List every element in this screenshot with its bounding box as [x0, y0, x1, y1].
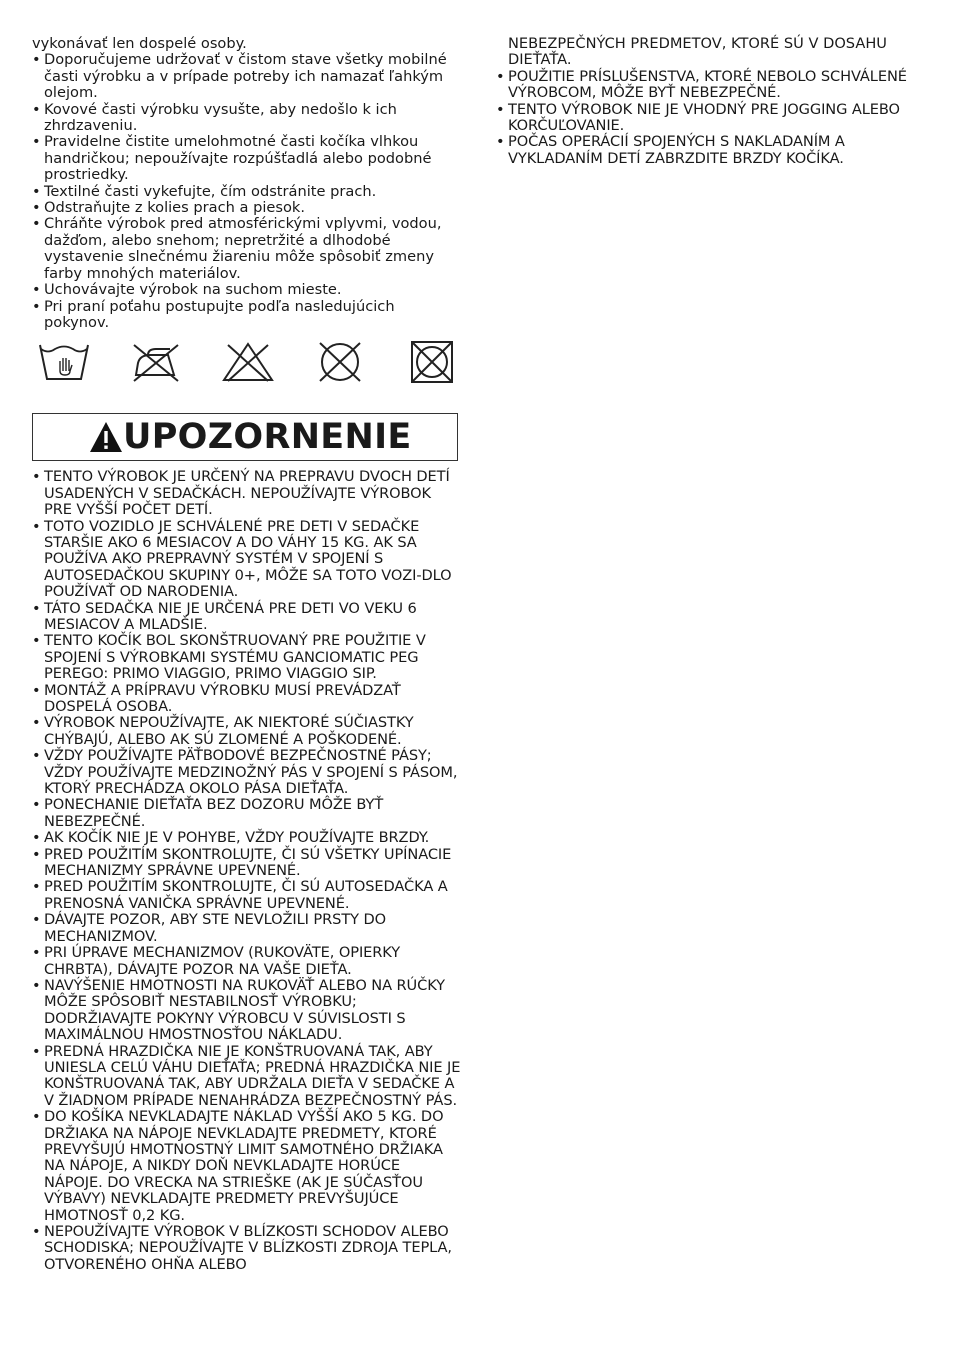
- warning-item: • AK KOČÍK NIE JE V POHYBE, VŽDY POUŽÍVAJTE BRZDY.: [32, 830, 462, 846]
- warning-item: • PRED POUŽITÍM SKONTROLUJTE, ČI SÚ AUTOSEDAČKA A PRENOSNÁ VANIČKA SPRÁVNE UPEVNENÉ.: [32, 879, 462, 912]
- list-item: • Pri praní poťahu postupujte podľa nasledujúcich pokynov.: [32, 299, 462, 332]
- warning-item: • DO KOŠÍKA NEVKLADAJTE NÁKLAD VYŠŠÍ AKO 5 KG. DO DRŽIAKA NA NÁPOJE NEVKLADAJTE PREDMETY, KTORÉ PREVYŠUJÚ HMOTNOSTNÝ LIMIT SAMOTNÉHO DRŽIAKA NA NÁPOJE, A NIKDY DOŇ NEVKLADAJTE HORÚCE NÁPOJE. DO VRECKA NA STRIEŠKE (AK JE SÚČASŤOU VÝBAVY) NEVKLADAJTE PREDMETY PREVYŠUJÚCE HMOTNOSŤ 0,2 KG.: [32, 1109, 462, 1224]
- warning-item: • POUŽITIE PRÍSLUŠENSTVA, KTORÉ NEBOLO SCHVÁLENÉ VÝROBCOM, MÔŽE BYŤ NEBEZPEČNÉ.: [496, 69, 921, 102]
- warning-item: • TENTO KOČÍK BOL SKONŠTRUOVANÝ PRE POUŽITIE V SPOJENÍ S VÝROBKAMI SYSTÉMU GANCIOMATIC PEG PEREGO: PRIMO VIAGGIO, PRIMO VIAGGIO SIP.: [32, 633, 462, 682]
- continued-sentence: vykonávať len dospelé osoby.: [32, 35, 247, 52]
- list-item: • Kovové časti výrobku vysušte, aby nedošlo k ich zhrdzaveniu.: [32, 102, 462, 135]
- warning-item: • TENTO VÝROBOK NIE JE VHODNÝ PRE JOGGING ALEBO KORČUĽOVANIE.: [496, 102, 921, 135]
- list-item: • Chráňte výrobok pred atmosférickými vplyvmi, vodou, dažďom, alebo snehom; nepretržité a dlhodobé vystavenie slnečnému žiareniu môže spôsobiť zmeny farby mnohých materiálov.: [32, 216, 462, 282]
- warning-title: [89, 418, 412, 456]
- warning-item: • PONECHANIE DIEŤAŤA BEZ DOZORU MÔŽE BYŤ NEBEZPEČNÉ.: [32, 797, 462, 830]
- warning-title-text: UPOZORNENIE: [123, 417, 412, 458]
- list-item: • Uchovávajte výrobok na suchom mieste.: [32, 282, 462, 298]
- do-not-iron-icon: [130, 341, 182, 383]
- warning-item: • NEPOUŽÍVAJTE VÝROBOK V BLÍZKOSTI SCHODOV ALEBO SCHODISKA; NEPOUŽÍVAJTE V BLÍZKOSTI ZDROJA TEPLA, OTVORENÉHO OHŇA ALEBO: [32, 1224, 462, 1273]
- warning-item: • PRI ÚPRAVE MECHANIZMOV (RUKOVÄTE, OPIERKY CHRBTA), DÁVAJTE POZOR NA VAŠE DIEŤA.: [32, 945, 462, 978]
- list-item: • Odstraňujte z kolies prach a piesok.: [32, 200, 462, 216]
- care-symbols: [38, 341, 458, 383]
- continued-warning: NEBEZPEČNÝCH PREDMETOV, KTORÉ SÚ V DOSAHU DIEŤAŤA.: [508, 35, 887, 69]
- warning-item: • VÝROBOK NEPOUŽÍVAJTE, AK NIEKTORÉ SÚČIASTKY CHÝBAJÚ, ALEBO AK SÚ ZLOMENÉ A POŠKODENÉ.: [32, 715, 462, 748]
- warning-item: • PRED POUŽITÍM SKONTROLUJTE, ČI SÚ VŠETKY UPÍNACIE MECHANIZMY SPRÁVNE UPEVNENÉ.: [32, 847, 462, 880]
- list-item: • Textilné časti vykefujte, čím odstránite prach.: [32, 184, 462, 200]
- warning-triangle-icon: [89, 421, 123, 453]
- warning-item: • NAVÝŠENIE HMOTNOSTI NA RUKOVÄŤ ALEBO NA RÚČKY MÔŽE SPÔSOBIŤ NESTABILNOSŤ VÝROBKU; DODRŽIAVAJTE POKYNY VÝROBCU V SÚVISLOSTI S MAXIMÁLNOU HMOSTNOSŤOU NÁKLADU.: [32, 978, 462, 1044]
- hand-wash-icon: [38, 341, 90, 383]
- warning-item: • TOTO VOZIDLO JE SCHVÁLENÉ PRE DETI V SEDAČKE STARŠIE AKO 6 MESIACOV A DO VÁHY 15 KG. AK SA POUŽÍVA AKO PREPRAVNÝ SYSTÉM V SPOJENÍ S AUTOSEDAČKOU SKUPINY 0+, MÔŽE SA TOTO VOZI-DLO POUŽÍVAŤ OD NARODENIA.: [32, 519, 462, 601]
- warning-header-box: [32, 413, 458, 461]
- care-instructions-list: [32, 52, 462, 331]
- warning-item: • VŽDY POUŽÍVAJTE PÄŤBODOVÉ BEZPEČNOSTNÉ PÁSY; VŽDY POUŽÍVAJTE MEDZINOŽNÝ PÁS V SPOJENÍ S PÁSOM, KTORÝ PRECHÁDZA OKOLO PÁSA DIEŤAŤA.: [32, 748, 462, 797]
- warning-list: [32, 469, 462, 1273]
- warning-item: • PREDNÁ HRAZDIČKA NIE JE KONŠTRUOVANÁ TAK, ABY UNIESLA CELÚ VÁHU DIEŤAŤA; PREDNÁ HRAZDIČKA NIE JE KONŠTRUOVANÁ TAK, ABY UDRŽALA DIEŤA V SEDAČKE A V ŽIADNOM PRÍPADE NENAHRÁDZA BEZPEČNOSTNÝ PÁS.: [32, 1044, 462, 1110]
- warning-item: • POČAS OPERÁCIÍ SPOJENÝCH S NAKLADANÍM A VYKLADANÍM DETÍ ZABRZDITE BRZDY KOČÍKA.: [496, 134, 921, 167]
- warning-item: • TENTO VÝROBOK JE URČENÝ NA PREPRAVU DVOCH DETÍ USADENÝCH V SEDAČKÁCH. NEPOUŽÍVAJTE VÝROBOK PRE VYŠŠÍ POČET DETÍ.: [32, 469, 462, 518]
- do-not-tumble-dry-icon: [406, 341, 458, 383]
- do-not-dry-clean-icon: [314, 341, 366, 383]
- right-column: [496, 36, 921, 167]
- do-not-bleach-icon: [222, 341, 274, 383]
- left-column: [32, 36, 462, 1273]
- warning-list-continued: [496, 69, 921, 167]
- list-item: • Doporučujeme udržovať v čistom stave všetky mobilné časti výrobku a v prípade potreby ich namazať ľahkým olejom.: [32, 52, 462, 101]
- warning-item: • DÁVAJTE POZOR, ABY STE NEVLOŽILI PRSTY DO MECHANIZMOV.: [32, 912, 462, 945]
- list-item: • Pravidelne čistite umelohmotné časti kočíka vlhkou handričkou; nepoužívajte rozpúšťadlá alebo podobné prostriedky.: [32, 134, 462, 183]
- warning-item: • MONTÁŽ A PRÍPRAVU VÝROBKU MUSÍ PREVÁDZAŤ DOSPELÁ OSOBA.: [32, 683, 462, 716]
- warning-item: • TÁTO SEDAČKA NIE JE URČENÁ PRE DETI VO VEKU 6 MESIACOV A MLADŠIE.: [32, 601, 462, 634]
